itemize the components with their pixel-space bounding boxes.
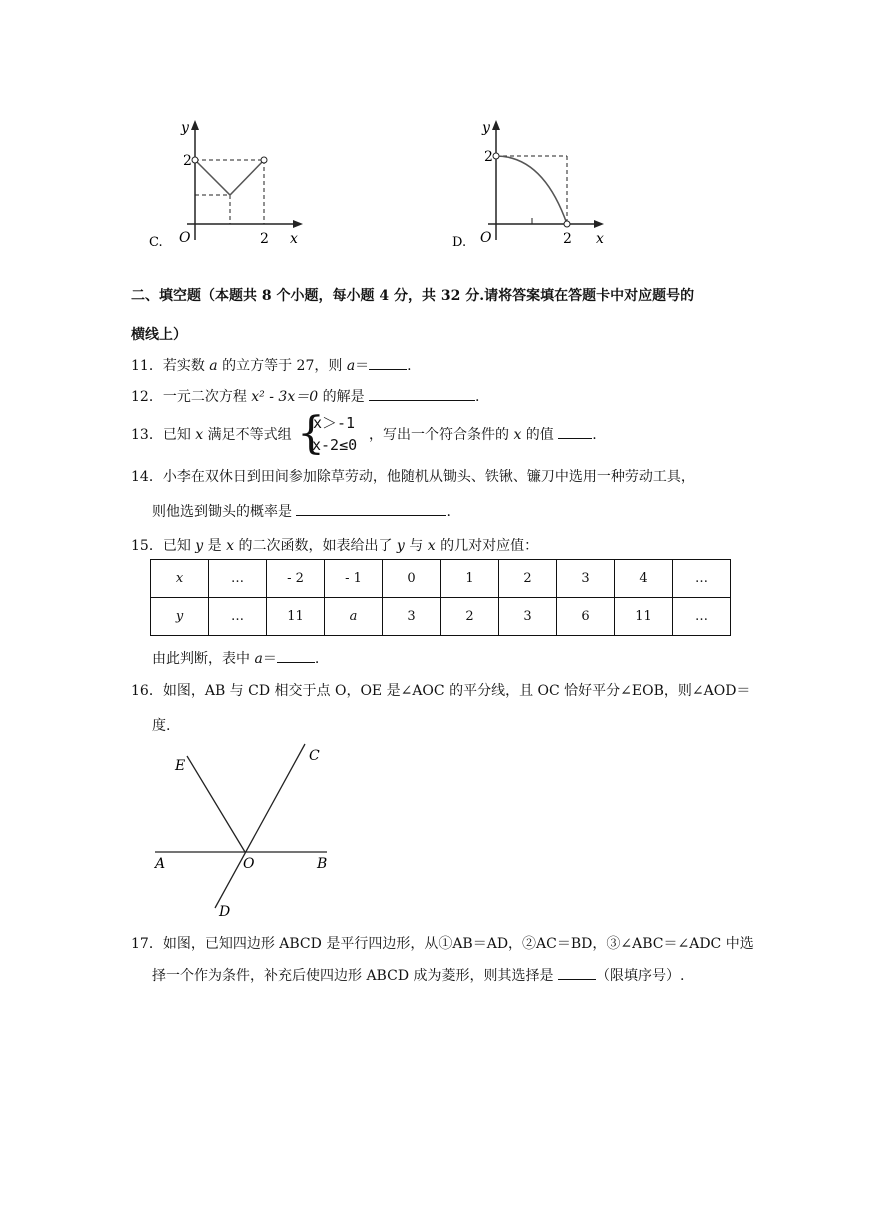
- value-table: [150, 559, 731, 636]
- label-a: A: [155, 856, 166, 872]
- graph-d-x-arrow: [594, 220, 604, 228]
- table-cell: 0: [383, 560, 441, 598]
- table-cell: x: [151, 560, 209, 598]
- answer-blank[interactable]: [558, 424, 592, 439]
- table-cell: …: [209, 598, 267, 636]
- answer-blank[interactable]: [558, 965, 596, 980]
- system-brace: {: [297, 408, 325, 459]
- graph-d-x-label: x: [596, 231, 604, 247]
- graph-c-x-arrow: [293, 220, 303, 228]
- graph-c-open-point: [261, 157, 267, 163]
- graph-d-open-point: [493, 153, 499, 159]
- table-cell: 6: [557, 598, 615, 636]
- table-cell: 3: [499, 598, 557, 636]
- ray-oe: [187, 756, 245, 852]
- table-cell: …: [673, 598, 731, 636]
- label-c: C: [309, 748, 320, 764]
- inequality-1: x＞-1: [313, 414, 356, 432]
- table-row-x: [151, 560, 731, 598]
- table-cell: 11: [615, 598, 673, 636]
- graph-d-y-tick: 2: [484, 149, 493, 165]
- table-cell: - 2: [267, 560, 325, 598]
- table-cell: 1: [441, 560, 499, 598]
- graph-d: [448, 112, 618, 257]
- question-15: 15．已知 y 是 x 的二次函数，如表给出了 y 与 x 的几对对应值：: [131, 538, 539, 554]
- answer-blank[interactable]: [277, 648, 315, 663]
- graph-c-curve: [195, 160, 264, 195]
- table-cell: - 1: [325, 560, 383, 598]
- table-cell: 3: [557, 560, 615, 598]
- question-17: 17．如图，已知四边形 ABCD 是平行四边形，从①AB＝AD，②AC＝BD，③∠ABC＝∠ADC 中选: [131, 936, 754, 952]
- question-14: 14．小李在双休日到田间参加除草劳动，他随机从锄头、铁锹、镰刀中选用一种劳动工具，: [131, 469, 695, 485]
- graph-d-open-point: [564, 221, 570, 227]
- answer-blank[interactable]: [369, 386, 475, 401]
- graph-c: [145, 112, 315, 257]
- graph-c-y-tick: 2: [183, 153, 192, 169]
- graph-c-y-label: y: [181, 120, 189, 136]
- question-17-cont: 择一个作为条件，补充后使四边形 ABCD 成为菱形，则其选择是 （限填序号）.: [152, 965, 684, 985]
- graph-c-y-arrow: [191, 120, 199, 130]
- table-cell: …: [209, 560, 267, 598]
- graph-d-x-tick: 2: [563, 231, 572, 247]
- graph-c-open-point: [192, 157, 198, 163]
- question-16: 16．如图，AB 与 CD 相交于点 O，OE 是∠AOC 的平分线，且 OC 恰好平分∠EOB，则∠AOD＝: [131, 683, 751, 699]
- graph-d-y-label: y: [482, 120, 490, 136]
- table-row-y: [151, 598, 731, 636]
- graph-d-origin: O: [480, 230, 492, 246]
- graph-c-x-label: x: [290, 231, 298, 247]
- table-cell: 11: [267, 598, 325, 636]
- graph-d-y-arrow: [492, 120, 500, 130]
- graph-d-curve: [496, 156, 567, 224]
- table-cell: 3: [383, 598, 441, 636]
- section-heading: 二、填空题（本题共 8 个小题，每小题 4 分，共 32 分.请将答案填在答题卡中对应题号的: [131, 288, 695, 304]
- angle-figure: [145, 740, 345, 920]
- question-16-cont: 度.: [152, 718, 171, 734]
- table-cell: a: [325, 598, 383, 636]
- question-15-cont: 由此判断，表中 a＝ .: [152, 648, 319, 668]
- label-o: O: [243, 856, 255, 872]
- question-11: 11．若实数 a 的立方等于 27，则 a＝ .: [131, 355, 412, 375]
- inequality-2: x-2≤0: [312, 436, 358, 454]
- graph-d-option: D.: [452, 235, 467, 250]
- table-cell: 2: [441, 598, 499, 636]
- question-14-cont: 则他选到锄头的概率是 .: [152, 501, 451, 521]
- question-12: 12．一元二次方程 x² - 3x＝0 的解是 .: [131, 386, 480, 406]
- label-d: D: [219, 904, 231, 920]
- answer-blank[interactable]: [369, 355, 407, 370]
- table-cell: 4: [615, 560, 673, 598]
- line-cd: [215, 744, 305, 908]
- table-cell: y: [151, 598, 209, 636]
- answer-blank[interactable]: [296, 501, 446, 516]
- section-heading-cont: 横线上）: [131, 327, 187, 343]
- label-b: B: [317, 856, 328, 872]
- question-13-cont: ，写出一个符合条件的 x 的值 .: [369, 424, 597, 444]
- table-cell: …: [673, 560, 731, 598]
- label-e: E: [175, 758, 186, 774]
- table-cell: 2: [499, 560, 557, 598]
- graph-c-origin: O: [179, 230, 191, 246]
- graph-c-x-tick: 2: [260, 231, 269, 247]
- graph-c-option: C.: [149, 235, 163, 250]
- question-13: 13．已知 x 满足不等式组: [131, 427, 292, 443]
